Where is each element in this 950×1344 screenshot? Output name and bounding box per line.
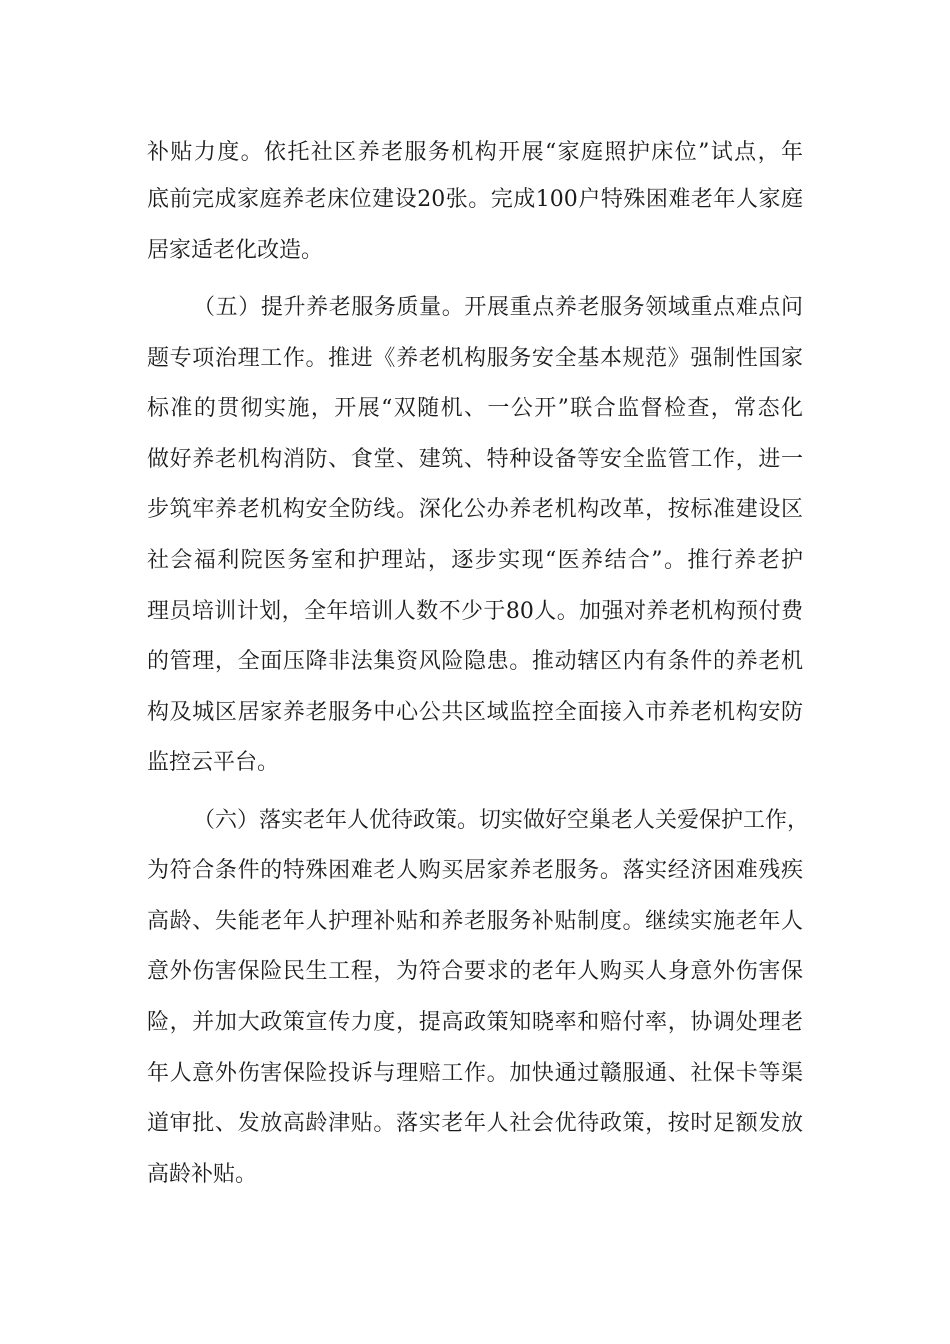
text-line: 底前完成家庭养老床位建设20张。完成100户特殊困难老年人家庭 (147, 187, 803, 212)
text-line: 为符合条件的特殊困难老人购买居家养老服务。落实经济困难残疾 (147, 858, 803, 883)
text-line: 高龄补贴。 (147, 1162, 258, 1187)
text-line: 监控云平台。 (147, 750, 280, 775)
text-line: 高龄、失能老年人护理补贴和养老服务补贴制度。继续实施老年人 (147, 909, 803, 934)
text-line: 理员培训计划，全年培训人数不少于80人。加强对养老机构预付费 (147, 599, 803, 624)
text-line: 意外伤害保险民生工程，为符合要求的老年人购买人身意外伤害保 (147, 959, 803, 984)
text-line: （六）落实老年人优待政策。切实做好空巢老人关爱保护工作， (193, 808, 810, 833)
text-line: 补贴力度。依托社区养老服务机构开展“家庭照护床位”试点，年 (147, 140, 803, 165)
text-line: 步筑牢养老机构安全防线。深化公办养老机构改革，按标准建设区 (147, 497, 803, 522)
text-line: 年人意外伤害保险投诉与理赔工作。加快通过赣服通、社保卡等渠 (147, 1061, 803, 1086)
text-line: 道审批、发放高龄津贴。落实老年人社会优待政策，按时足额发放 (147, 1111, 803, 1136)
text-line: 标准的贯彻实施，开展“双随机、一公开”联合监督检查，常态化 (147, 396, 803, 421)
text-line: 做好养老机构消防、食堂、建筑、特种设备等安全监管工作，进一 (147, 447, 803, 472)
text-line: （五）提升养老服务质量。开展重点养老服务领域重点难点问 (193, 295, 803, 320)
text-line: 构及城区居家养老服务中心公共区域监控全面接入市养老机构安防 (147, 700, 803, 725)
text-line: 题专项治理工作。推进《养老机构服务安全基本规范》强制性国家 (147, 346, 803, 371)
text-line: 的管理，全面压降非法集资风险隐患。推动辖区内有条件的养老机 (147, 649, 803, 674)
text-line: 居家适老化改造。 (147, 238, 324, 263)
text-line: 险，并加大政策宣传力度，提高政策知晓率和赔付率，协调处理老 (147, 1010, 803, 1035)
text-line: 社会福利院医务室和护理站，逐步实现“医养结合”。推行养老护 (147, 548, 803, 573)
